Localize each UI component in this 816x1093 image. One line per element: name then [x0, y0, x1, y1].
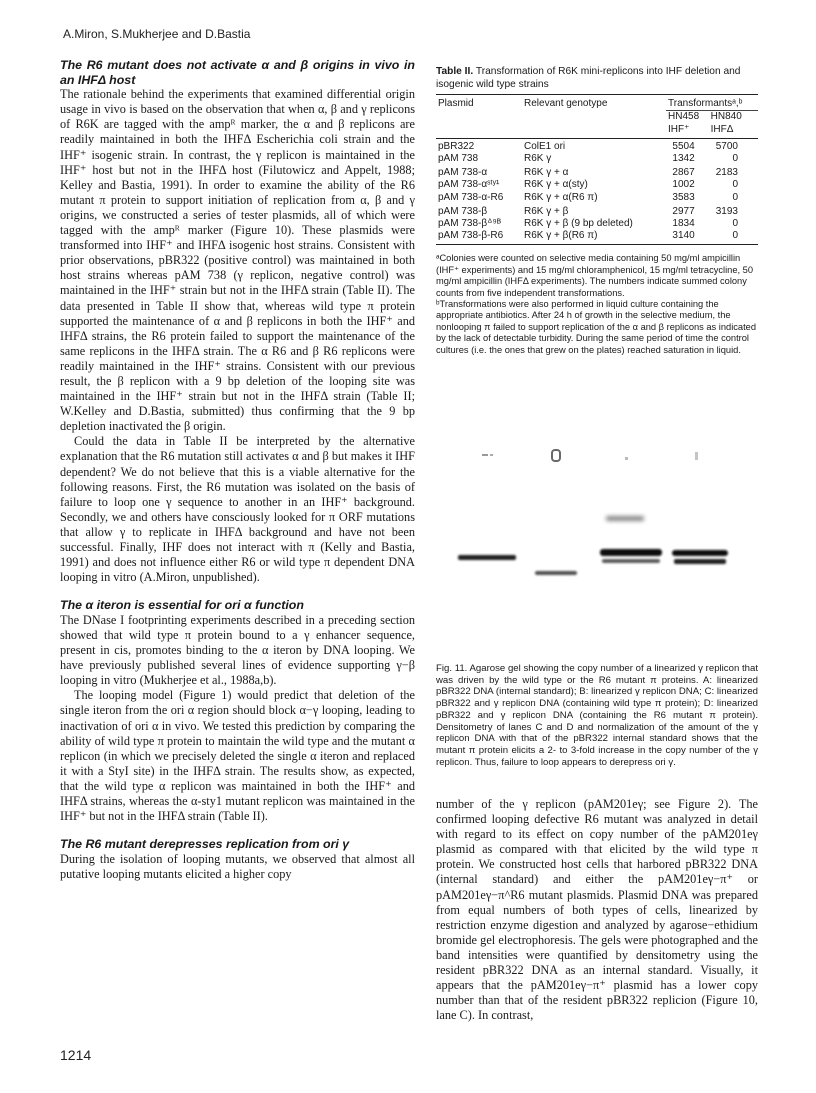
table-row: pAM 738 R6K γ 1342 0 [438, 153, 738, 164]
table-row: pAM 738-α R6K γ + α 2867 2183 [438, 167, 738, 179]
gel-lane-d [672, 550, 728, 564]
table-ii-block [436, 66, 758, 356]
table-footnotes [436, 253, 758, 356]
running-head: A.Miron, S.Mukherjee and D.Bastia [63, 27, 251, 41]
lane-label-marks [482, 450, 698, 461]
figure-11-caption: Fig. 11. Agarose gel showing the copy number of a linearized γ replicon that was driven by the wild type or the R6 mutant π proteins. A: linearized pBR322 DNA (internal standard); B: linearized γ replicon DNA; C: linearized pBR322 and γ replicon DNA (containing wild type π protein); D: linearized pBR322 and γ replicon DNA (containing the R6 mutant π protein). Densitometry of lanes C and D and normalization of the amount of the γ replicon DNA with that of the pBR322 internal standard shows that the mutant π protein elicits a 2- to 3-fold increase in the copy number of the γ replicon. Thus, failure to loop appears to derepress ori γ. [436, 663, 758, 768]
gel-lane-c [600, 516, 662, 563]
table-caption [436, 66, 758, 91]
column-header-hn458: HN458 IHF⁺ [666, 111, 709, 138]
section-heading-alpha-iteron: The α iteron is essential for ori α function [60, 598, 304, 613]
table-caption-label: Table II. [436, 66, 474, 77]
table-row: pAM 738-α-R6 R6K γ + α(R6 π) 3583 0 [438, 191, 738, 203]
paragraph: The DNase I footprinting experiments described in a preceding section showed that wild type π protein bound to a γ enhancer sequence, present in cis, promotes binding to the α iteron by DNA looping. We have previously published several lines of evidence supporting γ−β looping in vitro (Mukherjee et al., 1988a,b). [60, 612, 415, 688]
gel-lane-b [535, 571, 577, 575]
table-ii [436, 94, 758, 245]
column-header-genotype: Relevant genotype [522, 95, 666, 111]
page-number: 1214 [60, 1047, 92, 1063]
section-heading-r6-mutant: The R6 mutant does not activate α and β origins in vivo in an IHFΔ host [60, 58, 415, 87]
right-column-body [436, 797, 758, 1023]
agarose-gel-image [440, 440, 760, 610]
left-column [60, 58, 415, 882]
gel-lane-a [458, 555, 516, 560]
table-row: pAM 738-αˢᵗʸ¹ R6K γ + α(sty) 1002 0 [438, 179, 738, 191]
footnote-a: ᵃColonies were counted on selective media containing 50 mg/ml ampicillin (IHF⁺ experiments) and 15 mg/ml chloramphenicol, 15 mg/ml tetracycline, 50 mg/ml ampicillin (IHFΔ experiments). The numbers indicate summed colony counts from five independent transformations. [436, 253, 753, 298]
table-row: pAM 738-β R6K γ + β 2977 3193 [438, 205, 738, 217]
paragraph: number of the γ replicon (pAM201eγ; see Figure 2). The confirmed looping defective R6 mutant was analyzed in detail with regard to its effect on copy number of the pAM201eγ plasmid as compared with that elicited by the wild type π protein. We constructed host cells that harbored pBR322 DNA (internal standard) and either the pAM201eγ−π⁺ or pAM201eγ−π^R6 mutant plasmids. Plasmid DNA was prepared from equal numbers of both types of cells, linearized by restriction enzyme digestion and analyzed by agarose−ethidium bromide gel electrophoresis. The gels were photographed and the band intensities were quantified by densitometry using the resident pBR322 DNA as an internal standard. Visually, it appears that the pAM201eγ−π⁺ plasmid has a lower copy number than that of the resident pBR322 replicion (Figure 10, lane C). In contrast, [436, 797, 758, 1023]
paragraph: During the isolation of looping mutants, we observed that almost all putative looping mutants elicited a higher copy [60, 851, 415, 881]
table-row: pAM 738-βᐞ⁹ᴮ R6K γ + β (9 bp deleted) 1834 0 [438, 218, 738, 230]
column-header-plasmid: Plasmid [436, 95, 522, 111]
paragraph: Could the data in Table II be interpreted by the alternative explanation that the R6 mutation still activates α and β but makes it IHF dependent? We do not believe that this is a viable alternative for the following reasons. First, the R6 mutation was isolated on the basis of failure to loop one γ sequence to another in an IHF⁺ background. Secondly, we and others have consciously looked for π ORF mutations that allow γ to replicate in IHFΔ background and have not been successful. Finally, IHF does not interact with π (Kelly and Bastia, 1991) and does not influence either R6 or wild type π dependent DNA looping in vitro (A.Miron, unpublished). [60, 434, 415, 585]
table-row: pBR322 ColE1 ori 5504 5700 [438, 140, 738, 152]
table-caption-text: Transformation of R6K mini-replicons into IHF deletion and isogenic wild type strains [436, 66, 741, 90]
table-row: pAM 738-β-R6 R6K γ + β(R6 π) 3140 0 [436, 230, 758, 245]
footnote-b: ᵇTransformations were also performed in liquid culture containing the appropriate antibiotics. After 24 h of growth in the selective medium, the nonlooping π failed to support replication of the α and β replicons as indicated by the lack of detectable turbidity. During the same period of time the control cultures (i.e. the ones that grew on the plates) reached saturation in liquid. [436, 299, 757, 355]
figure-caption [436, 663, 758, 768]
paragraph: The rationale behind the experiments that examined differential origin usage in vivo is based on the observation that when α, β and γ replicons of R6K are tagged with the ampᴿ marker, the α and β replicons are readily maintained in both the IHFΔ Escherichia coli strain and the IHF⁺ isogenic strain. In contrast, the γ replicon is maintained in the IHF⁺ host but not in the IHFΔ host (Filutowicz and Appelt, 1988; Kelley and Bastia, 1991). In order to examine the ability of the R6 mutant π protein to support initiation of replication from α, β and γ origins, we constructed a series of tester plasmids, all of which were tagged with the ampᴿ marker (Figure 10). These plasmids were transformed into IHF⁺ and IHFΔ isogenic host strains. Consistent with prior observations, pBR322 (positive control) was maintained in both host strains whereas pAM 738 (γ replicon, negative control) was maintained in the IHF⁺ strain but not in the IHFΔ strain (Table II). The data presented in Table II show that, whereas wild type π protein supported the maintenance of α and β replicons in both the IHF⁺ and IHFΔ strains, the R6 protein failed to support the maintenance of the same replicons in the IHFΔ strain. The α R6 and β R6 replicons were readily maintained in the IHF⁺ strains. Consistent with our previous result, the β replicon with a 9 bp deletion of the looping site was maintained in the IHF⁺ strain but not in the IHFΔ strain (Table II; W.Kelley and D.Bastia, submitted) thus confirming that the 9 bp depletion inactivated the β origin. [60, 87, 415, 434]
column-header-transformants: Transformantsᵃ,ᵇ [666, 95, 758, 111]
column-header-hn840: HN840 IHFΔ [709, 111, 758, 138]
section-heading-derepresses: The R6 mutant derepresses replication from ori γ [60, 837, 350, 852]
paragraph: The looping model (Figure 1) would predict that deletion of the single iteron from the ori α region should block α−γ looping, leading to inactivation of ori α in vivo. We tested this prediction by comparing the ability of wild type π protein to maintain the wild type and the mutant α replicon (in which we precisely deleted the single α iteron and replaced it with a StyI site) in the IHFΔ strain. The results show, as expected, that the wild type α replicon was maintained in both the IHF⁺ and IHFΔ strains, whereas the α-sty1 mutant replicon was maintained in the IHF⁺ but not in the IHFΔ strain (Table II). [60, 688, 415, 824]
